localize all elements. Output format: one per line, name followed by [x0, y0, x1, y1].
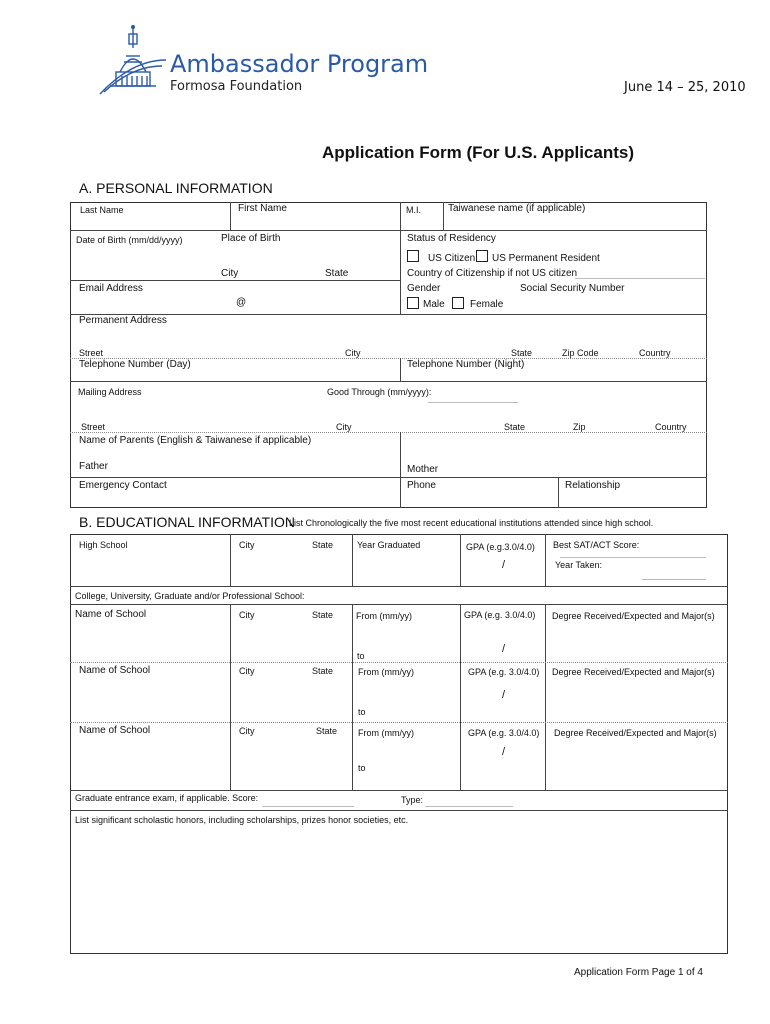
section-b-subheading: List Chronologically the five most recent educational institutions attended since high school. — [289, 518, 654, 528]
school2-name-label: Name of School — [79, 665, 151, 676]
hs-gpa-label: GPA (e.g.3.0/4.0) — [466, 542, 535, 552]
mi-label: M.I. — [406, 205, 421, 215]
relationship-label: Relationship — [565, 480, 621, 491]
permanent-address-label: Permanent Address — [79, 315, 167, 326]
school2-state-label: State — [312, 666, 334, 676]
school1-gpa-label: GPA (e.g. 3.0/4.0) — [464, 610, 536, 620]
hs-city-label: City — [239, 540, 255, 550]
us-permanent-checkbox[interactable] — [476, 250, 488, 262]
sat-label: Best SAT/ACT Score: — [553, 540, 640, 550]
us-permanent-label: US Permanent Resident — [492, 253, 600, 264]
mail-city-label: City — [336, 422, 352, 432]
pob-state-label: State — [325, 268, 349, 279]
personal-info-table — [70, 202, 707, 508]
perm-city-label: City — [345, 348, 361, 358]
perm-zip-label: Zip Code — [562, 348, 599, 358]
female-label: Female — [470, 299, 504, 310]
page-footer: Application Form Page 1 of 4 — [574, 967, 703, 978]
gender-label: Gender — [407, 283, 441, 294]
hs-gpa-slash: / — [502, 559, 506, 571]
section-b-heading: B. EDUCATIONAL INFORMATION — [79, 514, 295, 530]
emergency-contact-label: Emergency Contact — [79, 480, 167, 491]
hs-state-label: State — [312, 540, 334, 550]
male-label: Male — [423, 299, 445, 310]
perm-street-label: Street — [79, 348, 104, 358]
email-at-sign: @ — [236, 297, 247, 308]
school1-from-label: From (mm/yy) — [356, 611, 412, 621]
ssn-label: Social Security Number — [520, 283, 625, 294]
citizenship-label: Country of Citizenship if not US citizen — [407, 268, 578, 279]
section-a-heading: A. PERSONAL INFORMATION — [79, 180, 273, 196]
father-label: Father — [79, 461, 108, 472]
school2-degree-label: Degree Received/Expected and Major(s) — [552, 667, 715, 677]
good-through-label: Good Through (mm/yyyy): — [327, 387, 432, 397]
parents-label: Name of Parents (English & Taiwanese if applicable) — [79, 435, 312, 446]
school1-city-label: City — [239, 610, 255, 620]
year-graduated-label: Year Graduated — [357, 540, 421, 550]
mother-label: Mother — [407, 464, 439, 475]
school1-gpa-slash: / — [502, 643, 506, 655]
school3-to-label: to — [358, 763, 366, 773]
program-title: Ambassador Program — [170, 50, 429, 78]
school3-state-label: State — [316, 726, 338, 736]
male-checkbox[interactable] — [407, 297, 419, 309]
honors-label: List significant scholastic honors, including scholarships, prizes honor societies, etc. — [75, 815, 409, 825]
mail-country-label: Country — [655, 422, 687, 432]
school1-to-label: to — [357, 651, 365, 661]
place-of-birth-label: Place of Birth — [221, 233, 281, 244]
tel-night-label: Telephone Number (Night) — [407, 359, 525, 370]
us-citizen-label: US Citizen — [428, 253, 476, 264]
school2-from-label: From (mm/yy) — [358, 667, 414, 677]
school2-city-label: City — [239, 666, 255, 676]
taiwanese-name-label: Taiwanese name (if applicable) — [448, 203, 586, 214]
grad-exam-label: Graduate entrance exam, if applicable. Score: — [75, 793, 259, 803]
first-name-label: First Name — [238, 203, 287, 214]
type-label: Type: — [401, 795, 424, 805]
school2-gpa-slash: / — [502, 689, 506, 701]
school2-to-label: to — [358, 707, 366, 717]
perm-country-label: Country — [639, 348, 671, 358]
foundation-name: Formosa Foundation — [170, 79, 303, 94]
mail-zip-label: Zip — [573, 422, 586, 432]
school1-state-label: State — [312, 610, 334, 620]
dob-label: Date of Birth (mm/dd/yyyy) — [76, 235, 183, 245]
pob-city-label: City — [221, 268, 239, 279]
mail-state-label: State — [504, 422, 526, 432]
school2-gpa-label: GPA (e.g. 3.0/4.0) — [468, 667, 540, 677]
school3-city-label: City — [239, 726, 255, 736]
email-label: Email Address — [79, 283, 143, 294]
last-name-label: Last Name — [80, 205, 124, 215]
tel-day-label: Telephone Number (Day) — [79, 359, 191, 370]
phone-label: Phone — [407, 480, 436, 491]
perm-state-label: State — [511, 348, 533, 358]
mail-street-label: Street — [81, 422, 106, 432]
school3-gpa-label: GPA (e.g. 3.0/4.0) — [468, 728, 540, 738]
status-residency-label: Status of Residency — [407, 233, 496, 244]
college-heading: College, University, Graduate and/or Professional School: — [75, 591, 305, 601]
school1-name-label: Name of School — [75, 609, 147, 620]
female-checkbox[interactable] — [452, 297, 464, 309]
school3-degree-label: Degree Received/Expected and Major(s) — [554, 728, 717, 738]
mailing-address-label: Mailing Address — [78, 387, 142, 397]
school3-gpa-slash: / — [502, 746, 506, 758]
form-title: Application Form (For U.S. Applicants) — [322, 143, 634, 162]
year-taken-label: Year Taken: — [555, 560, 603, 570]
school1-degree-label: Degree Received/Expected and Major(s) — [552, 611, 715, 621]
capitol-logo-icon — [96, 20, 168, 96]
school3-from-label: From (mm/yy) — [358, 728, 414, 738]
school3-name-label: Name of School — [79, 725, 151, 736]
us-citizen-checkbox[interactable] — [407, 250, 419, 262]
program-dates: June 14 – 25, 2010 — [624, 80, 746, 95]
high-school-label: High School — [79, 540, 128, 550]
